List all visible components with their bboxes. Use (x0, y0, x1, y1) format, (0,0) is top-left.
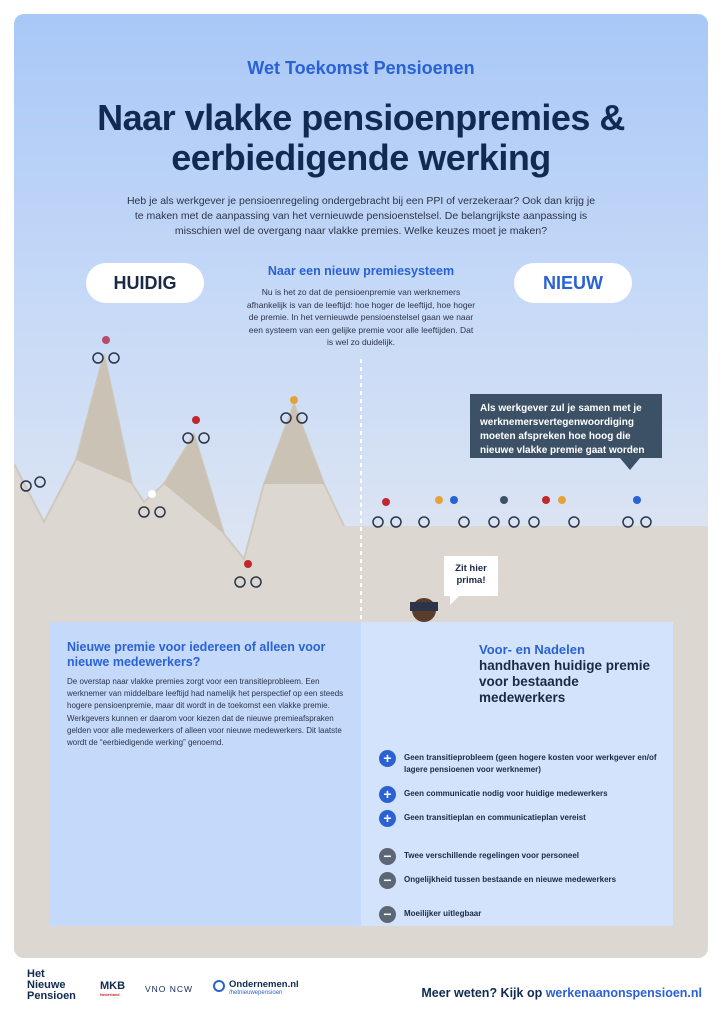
biker-speech-bubble: Zit hier prima! (444, 556, 498, 596)
new-premium-panel (49, 622, 361, 926)
logo-vno-ncw: VNO NCW (145, 984, 194, 994)
con-item (379, 848, 665, 865)
minus-icon: − (379, 872, 396, 889)
logo-mkb: MKB Nederland (100, 980, 126, 997)
minus-icon: − (379, 848, 396, 865)
group-cyclists-icon (373, 496, 651, 527)
logo-het-nieuwe-pensioen: Het Nieuwe Pensioen (27, 968, 76, 1002)
plus-icon: + (379, 750, 396, 767)
con-text: Moeilijker uitlegbaar (404, 909, 482, 918)
pro-item (379, 810, 665, 827)
plus-icon: + (379, 786, 396, 803)
pro-item (379, 750, 665, 776)
more-info: Meer weten? Kijk op werkenaanonspensioen.nl (421, 986, 702, 1000)
premium-system-title: Naar een nieuw premiesysteem (267, 264, 455, 278)
pros-cons-title: Voor- en Nadelen (479, 642, 585, 657)
footer (0, 966, 724, 1024)
plus-icon: + (379, 810, 396, 827)
con-text: Ongelijkheid tussen bestaande en nieuwe medewerkers (404, 875, 617, 884)
pro-text: Geen transitieplan en communicatieplan vereist (404, 813, 586, 822)
new-premium-title: Nieuwe premie voor iedereen of alleen voor nieuwe medewerkers? (67, 640, 326, 669)
pro-text: Geen communicatie nodig voor huidige medewerkers (404, 789, 608, 798)
employer-speech-bubble: Als werkgever zul je samen met je werknemersvertegenwoordiging moeten afspreken hoe hoog die nieuwe vlakke premie gaat worden (470, 394, 662, 458)
pro-text: Geen transitieprobleem (geen hogere kosten voor werkgever en/of lagere pensioenen voor werknemer) (404, 753, 657, 774)
subtitle: Wet Toekomst Pensioenen (247, 58, 475, 78)
pro-item (379, 786, 665, 803)
logo-ondernemen: Ondernemen.nl /hetnieuwepensioen (213, 979, 299, 996)
page-title: Naar vlakke pensioenpremies & eerbiedigende werking (97, 97, 625, 178)
poster (14, 14, 708, 958)
premium-system-text: Nu is het zo dat de pensioenpremie van werknemers afhankelijk is van de leeftijd: hoe hoger de leeftijd, hoe hoger de premie. In het vernieuwde pensioenstelsel gaan we naar een systeem van een gelijke premie voor alle leeftijden. Dat is wel zo duidelijk. (246, 287, 476, 347)
con-text: Twee verschillende regelingen voor personeel (404, 851, 580, 860)
con-item (379, 872, 665, 889)
intro-text: Heb je als werkgever je pensioenregeling ondergebracht bij een PPI of verzekeraar? Ook dan krijg je te maken met de aanpassing van het vernieuwde pensioenstelsel. De belangrijkste aanpassing is misschien wel de overgang naar vlakke premies. Welke keuzes moet je maken? (126, 195, 596, 237)
pros-cons-subtitle: handhaven huidige premie voor bestaande medewerkers (479, 658, 651, 705)
pros-cons-panel (361, 622, 673, 926)
label-huidig: HUIDIG (86, 263, 204, 303)
minus-icon: − (379, 906, 396, 923)
ondernemen-ring-icon (213, 980, 225, 992)
label-nieuw: NIEUW (514, 263, 632, 303)
new-premium-text: De overstap naar vlakke premies zorgt voor een transitieprobleem. Een werknemer van middelbare leeftijd had namelijk het perspectief op een steeds hogere pensioenpremie, maar dit wordt in de toekomst een vlakke premie. Werkgevers kunnen er daarom voor kiezen dat de nieuwe premieafspraken gelden voor alle medewerkers of alleen voor nieuwe medewerkers. Dit laatste wordt de “eerbiedigende werking” genoemd. (67, 677, 344, 748)
con-item (379, 906, 665, 923)
website-link[interactable]: werkenaanonspensioen.nl (545, 986, 702, 1000)
